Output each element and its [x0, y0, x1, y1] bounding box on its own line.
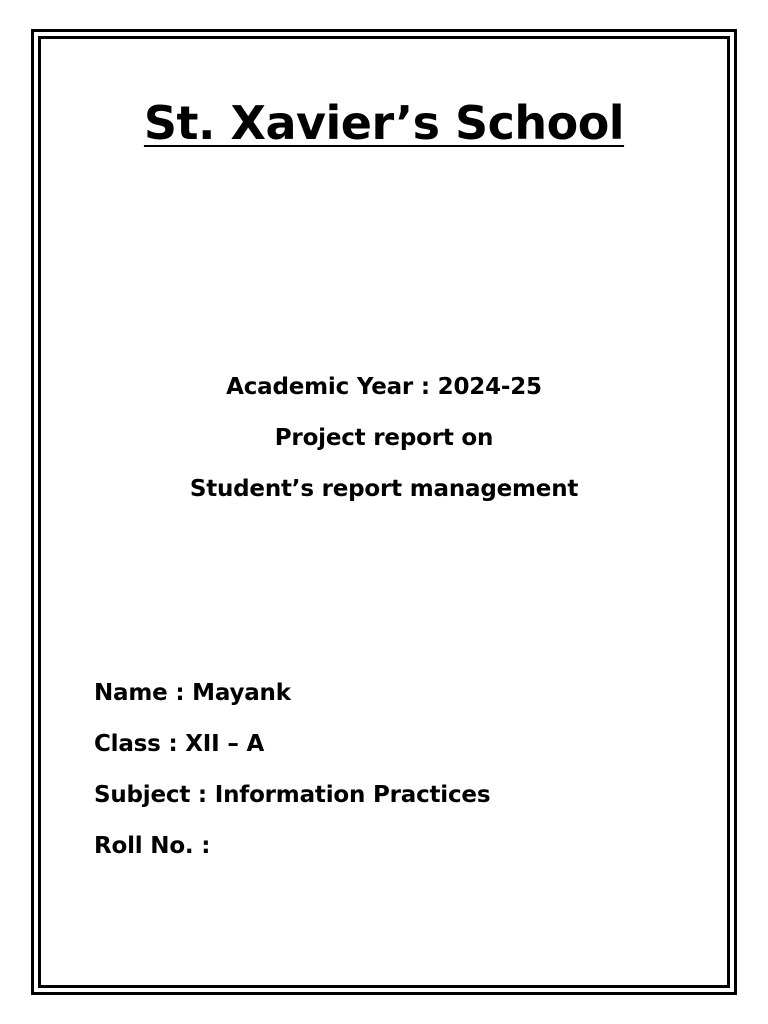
project-report-line: Project report on [274, 425, 494, 451]
project-title: Student’s report management [189, 476, 579, 502]
student-name: Name : Mayank [94, 680, 291, 706]
student-roll-no: Roll No. : [94, 833, 211, 859]
student-details [94, 668, 490, 872]
project-info [0, 362, 768, 515]
student-class: Class : XII – A [94, 731, 265, 757]
school-title: St. Xavier’s School [143, 96, 625, 150]
student-subject: Subject : Information Practices [94, 782, 491, 808]
academic-year: Academic Year : 2024-25 [226, 374, 542, 400]
